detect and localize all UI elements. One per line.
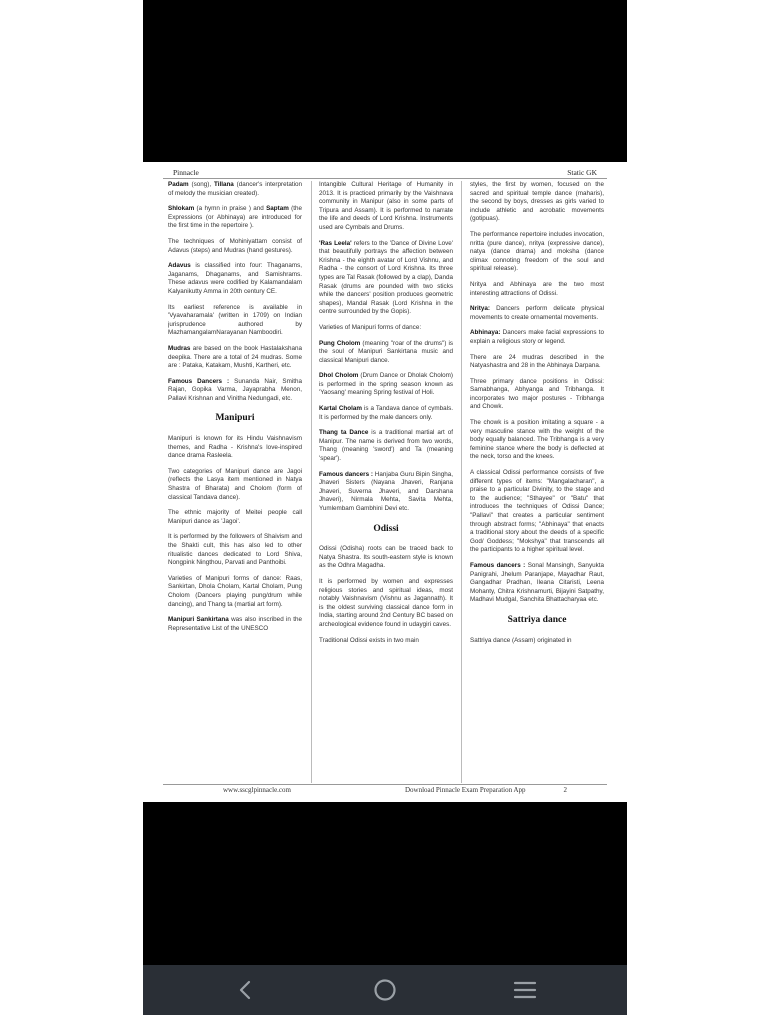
text-column-2 (319, 181, 453, 781)
paragraph: Varieties of Manipuri forms of dance: (319, 323, 422, 331)
paragraph: Famous dancers : Sonal Mansingh, Sanyukta Panigrahi, Jhelum Paranjape, Mayadhar Raut, Gangadhar Pradhan, Ileana Citaristi, Leena Mohanty, Chitra Krishnamurti, Bijayini Satpathy, Madhavi Mudgal, Sanchita Bhattacharyaa etc. (470, 561, 604, 604)
paragraph: Two categories of Manipuri dance are Jagoi (reflects the Lasya item mentioned in Natya Shastra of Bharata) and Cholom (form of classical Tandava dance). (168, 467, 302, 501)
column-divider (461, 181, 462, 783)
paragraph: Adavus is classified into four: Thaganams, Jaganams, Dhaganams, and Samishrams. These adavus were codified by Kalamandalam Kalyanikutty Amma in 20th century CE. (168, 262, 302, 295)
back-button[interactable] (225, 973, 265, 1007)
paragraph: Shlokam (a hymn in praise ) and Saptam (the Expressions (or Abhinaya) are introduced for the first time in the repertoire ). (168, 205, 302, 230)
paragraph: Nritya: Dancers perform delicate physical movements to create ornamental movements. (470, 305, 604, 321)
paragraph: It is performed by the followers of Shaivism and the Shakti cult, this has also led to other ritualistic dances dedicated to Lord Shiva, Nongpink Ningthou, Parvati and Panthoibi. (168, 533, 302, 567)
header-right: Static GK (567, 168, 597, 177)
document-page (143, 162, 627, 802)
section-heading-sattriya: Sattriya dance (507, 614, 567, 625)
header-left: Pinnacle (173, 168, 199, 177)
paragraph: The performance repertoire includes invocation, nritta (pure dance), nritya (expressive dance), natya (dance drama) and moksha (dance climax connoting freedom of the soul and spiritual release). (470, 230, 604, 273)
page-number: 2 (563, 786, 567, 794)
text-column-1 (168, 181, 302, 781)
paragraph: Its earliest reference is available in 'Vyavaharamala' (written in 1709) on Indian jurisprudence authored by MazhamangalamNarayanan Namboodiri. (168, 303, 302, 337)
paragraph: Dhol Cholom (Drum Dance or Dholak Cholom) is performed in the spring season known as 'Yaosang' meaning Spring festival of Holi. (319, 372, 453, 397)
paragraph: Abhinaya: Dancers make facial expressions to explain a religious story or legend. (470, 329, 604, 345)
paragraph: Nritya and Abhinaya are the two most interesting attractions of Odissi. (470, 280, 604, 297)
paragraph: Mudras are based on the book Hastalakshana deepika. There are a total of 24 mudras. Some are : Pataka, Katakam, Mushti, Kartheri, etc. (168, 344, 302, 370)
page-footer (173, 786, 597, 798)
text-column-3 (470, 181, 604, 781)
footer-app-text: Download Pinnacle Exam Preparation App (405, 786, 526, 794)
paragraph: Three primary dance positions in Odissi: Samabhanga, Abhyanga and Tribhanga. It incorporates two major postures - Tribhanga and Chowk. (470, 377, 604, 411)
phone-screen (143, 0, 627, 1015)
column-divider (311, 181, 312, 783)
paragraph: Famous Dancers : Sunanda Nair, Smitha Rajan, Gopika Varma, Jayaprabha Menon, Pallavi Krishnan and Vinitha Nedungadi, etc. (168, 377, 302, 402)
circle-home-icon (365, 973, 405, 1007)
paragraph: The techniques of Mohiniyattam consist of Adavus (steps) and Mudras (hand gestures). (168, 237, 302, 254)
paragraph: The ethnic majority of Meitei people call Manipuri dance as 'Jagoi'. (168, 509, 302, 525)
paragraph: Padam (song), Tillana (dancer's interpretation of melody the musician created). (168, 181, 302, 197)
footer-rule (163, 784, 607, 785)
recent-apps-button[interactable] (505, 973, 545, 1007)
paragraph: 'Ras Leela' refers to the 'Dance of Divine Love' that beautifully portrays the affection between Krishna - the eighth avatar of Lord Vishnu, and Radha - the consort of Lord Krishna. Its three types are Tal Rasak (followed by a clap), Danda Rasak (drums are pounded with two sticks while the dancers' position produces geometric shapes), Mandal Rasak (Lord Krishna in the centre surrounded by the Gopis). (319, 239, 453, 316)
navigation-bar (143, 965, 627, 1015)
paragraph: A classical Odissi performance consists of five different types of items: "Mangalacharan", a praise to a particular Divinity, to the stage and to the audience; "Sthayee" or "Batu" that introduces the techniques of Odissi Dance; "Pallavi" that creates a particular sentiment through abstract forms; "Abhinaya" that enacts a traditional story about the deeds of a specific God/ Goddess; "Mokshya" that transcends all the participants to a higher spiritual level. (470, 469, 604, 554)
paragraph: styles, the first by women, focused on the sacred and spiritual temple dance (maharis), the second by boys, dresses as girls varied to include athletic and acrobatic movements (gotipuas). (470, 181, 604, 223)
paragraph: There are 24 mudras described in the Natyashastra and 28 in the Abhinaya Darpana. (470, 353, 604, 370)
hamburger-menu-icon (505, 973, 545, 1007)
paragraph: The chowk is a position imitating a square - a very masculine stance with the weight of the body equally balanced. The Tribhanga is a very feminine stance where the body is deflected at the neck, torso and the knees. (470, 419, 604, 461)
paragraph: It is performed by women and expresses religious stories and spiritual ideas, most notably Vaishnavism (Vishnu as Jagannath). It is the oldest surviving classical dance form in India, starting around 2nd Century BC based on archeological evidence found in udaygiri caves. (319, 577, 453, 628)
paragraph: Pung Cholom (meaning "roar of the drums") is the soul of Manipuri Sankirtana music and classical Manipuri dance. (319, 339, 453, 364)
header-rule (163, 178, 607, 179)
paragraph: Manipuri Sankirtana was also inscribed in the Representative List of the UNESCO (168, 616, 302, 632)
paragraph: Traditional Odissi exists in two main (319, 636, 419, 644)
section-heading-odissi: Odissi (373, 523, 399, 534)
paragraph: Varieties of Manipuri forms of dance: Raas, Sankirtan, Dhola Cholam, Kartal Cholam, Pung Cholom (Dancers playing pung/drum while dancing), and Thang ta (martial art form). (168, 574, 302, 608)
paragraph: Thang ta Dance is a traditional martial art of Manipur. The name is derived from two words, Thang (meaning 'sword') and Ta (meaning 'spear'). (319, 429, 453, 463)
section-heading-manipuri: Manipuri (215, 413, 255, 424)
page-header (173, 168, 597, 182)
paragraph: Famous dancers : Hanjaba Guru Bipin Singha, Jhaveri Sisters (Nayana Jhaveri, Ranjana Jhaveri, Suverna Jhaveri, and Darshana Jhaveri), Nirmala Mehta, Savita Mehta, Yumlembam Gambhini Devi etc. (319, 470, 453, 512)
footer-site-link[interactable]: www.sscglpinnacle.com (223, 786, 291, 794)
chevron-left-icon (225, 973, 265, 1007)
home-button[interactable] (365, 973, 405, 1007)
paragraph: Manipuri is known for its Hindu Vaishnavism themes, and Radha - Krishna's love-inspired dance drama Rasleela. (168, 435, 302, 460)
paragraph: Odissi (Odisha) roots can be traced back to Natya Shastra. Its south-eastern style is known as the Odhra Magadha. (319, 545, 453, 570)
paragraph: Sattriya dance (Assam) originated in (470, 636, 572, 644)
paragraph: Kartal Cholam is a Tandava dance of cymbals. It is performed by the male dancers only. (319, 405, 453, 421)
paragraph: Intangible Cultural Heritage of Humanity in 2013. It is practiced primarily by the Vaishnava community in Manipur (also in some parts of Tripura and Assam). It is performed to narrate the life and deeds of Lord Krishna. Instruments used are Cymbals and Drums. (319, 181, 453, 231)
